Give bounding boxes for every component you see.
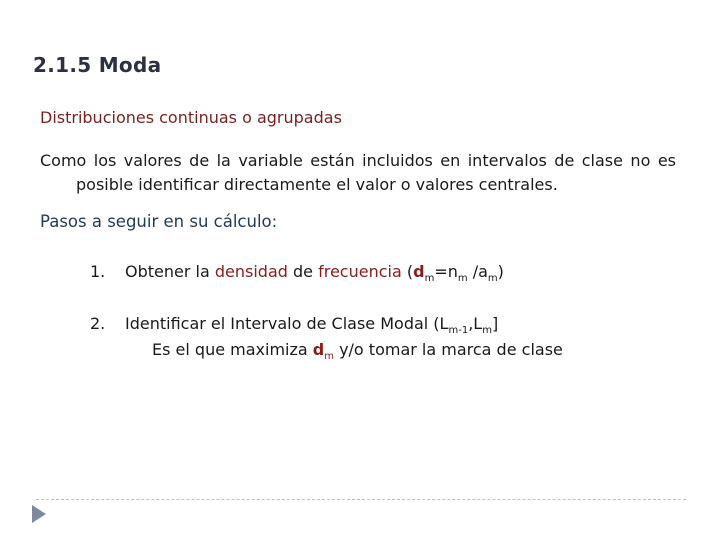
step-1-number: 1. bbox=[90, 262, 106, 281]
step-2-sub2: m bbox=[482, 325, 492, 337]
term-densidad: densidad bbox=[214, 262, 288, 281]
step-2-comma: ,L bbox=[468, 314, 483, 333]
step-2-sub1: m-1 bbox=[448, 325, 469, 337]
slide-title: 2.1.5 Moda bbox=[33, 53, 162, 77]
step-2-number: 2. bbox=[90, 314, 106, 333]
footer-divider bbox=[36, 499, 686, 500]
formula-slash-a: /a bbox=[467, 262, 488, 281]
intro-line-2: posible identificar directamente el valor o valores centrales. bbox=[76, 175, 558, 194]
step-2-line2-d-sub: m bbox=[324, 351, 334, 363]
step-1-de: de bbox=[293, 262, 313, 281]
formula-close: ) bbox=[497, 262, 504, 281]
step-1-obtener: Obtener la bbox=[125, 262, 210, 281]
step-2-close: ] bbox=[491, 314, 499, 333]
step-1-text bbox=[125, 262, 504, 284]
formula-eq-n: =n bbox=[434, 262, 458, 281]
step-2-line2-end: y/o tomar la marca de clase bbox=[339, 340, 563, 359]
intro-paragraph bbox=[40, 149, 676, 197]
step-2-main: Identificar el Intervalo de Clase Modal (L bbox=[125, 314, 449, 333]
term-frecuencia: frecuencia bbox=[318, 262, 402, 281]
formula-d-sub: m bbox=[424, 273, 435, 285]
step-2-line-2 bbox=[152, 340, 563, 362]
formula bbox=[406, 262, 504, 285]
steps-heading: Pasos a seguir en su cálculo: bbox=[40, 212, 278, 231]
formula-a-sub: m bbox=[487, 273, 498, 285]
formula-n-sub: m bbox=[457, 273, 468, 285]
step-2-text bbox=[125, 314, 498, 336]
step-2-line2-d: d bbox=[312, 340, 325, 359]
play-arrow-icon[interactable] bbox=[32, 505, 46, 523]
intro-line-1: Como los valores de la variable están incluidos en intervalos de clase no es bbox=[40, 151, 676, 170]
step-2-line2-start: Es el que maximiza bbox=[152, 340, 308, 359]
formula-open: ( bbox=[406, 262, 414, 281]
formula-d: d bbox=[413, 262, 425, 281]
section-subtitle: Distribuciones continuas o agrupadas bbox=[40, 108, 342, 127]
